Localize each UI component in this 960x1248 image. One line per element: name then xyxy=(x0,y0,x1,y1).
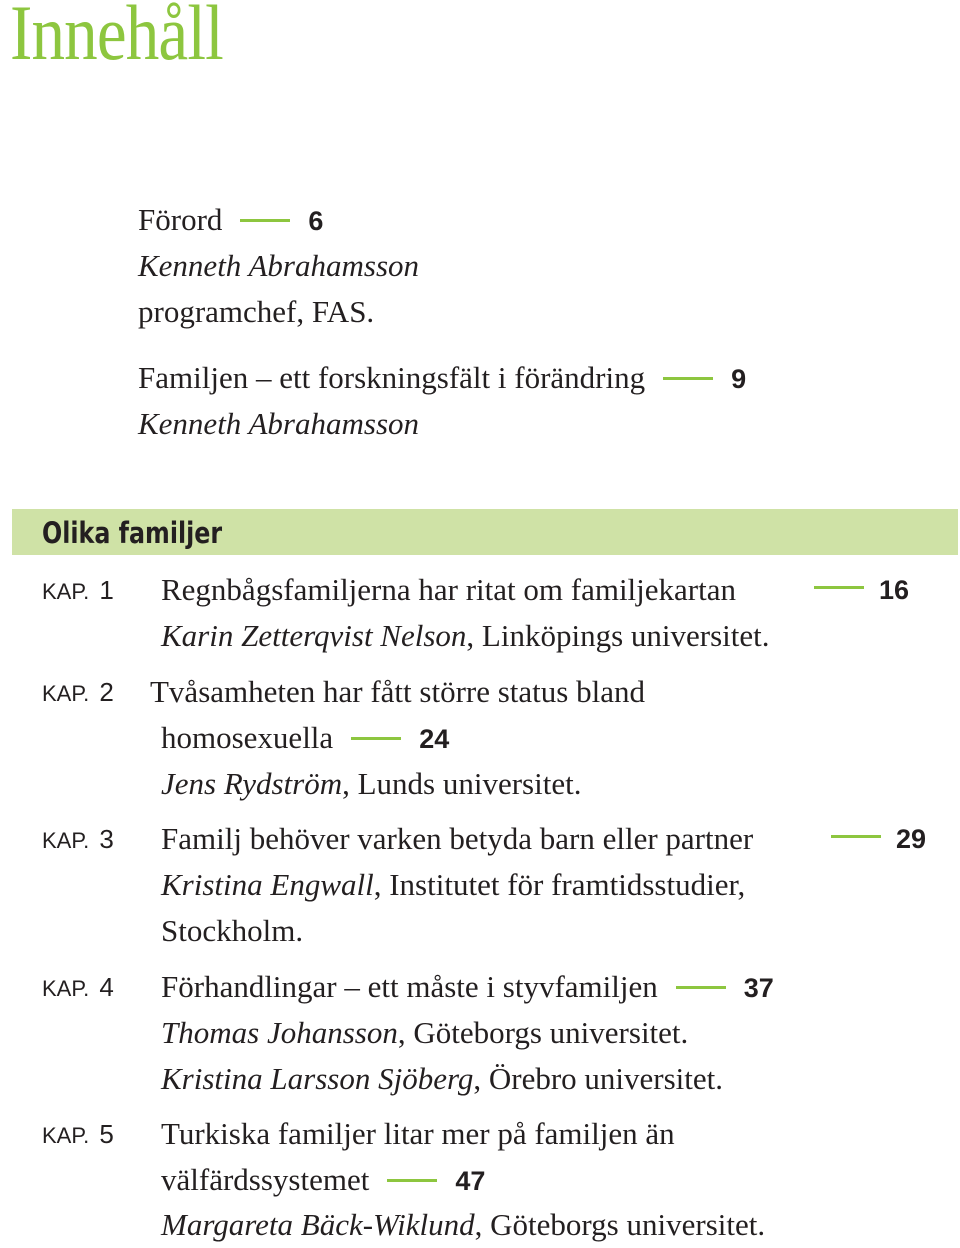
author-name: Kristina Larsson Sjöberg xyxy=(161,1061,474,1096)
kap-label: KAP. xyxy=(42,579,90,604)
author-affiliation: , Göteborgs universitet. xyxy=(397,1015,689,1050)
entry-title: Familjen – ett forskningsfält i förändring xyxy=(138,360,646,395)
author-name: Kristina Engwall xyxy=(161,867,374,902)
section-heading: Olika familjer xyxy=(42,516,223,550)
page-number: 16 xyxy=(879,575,910,605)
chapter-title-line1: Tvåsamheten har fått större status bland xyxy=(150,674,645,709)
chapter-label xyxy=(42,816,114,864)
chapter-title-with-page xyxy=(161,964,774,1011)
kap-label: KAP. xyxy=(42,828,90,853)
author-affiliation: , Linköpings universitet. xyxy=(466,618,770,653)
author-name: Karin Zetterqvist Nelson xyxy=(161,618,467,653)
entry-affiliation: programchef, FAS. xyxy=(138,294,375,329)
toc-entry-familjen xyxy=(138,355,746,402)
chapter-title-line2 xyxy=(161,715,449,762)
toc-entry-forord xyxy=(138,197,323,244)
page-number: 24 xyxy=(419,724,450,754)
author-name: Margareta Bäck-Wiklund xyxy=(161,1207,475,1242)
chapter-author xyxy=(161,1056,723,1102)
page-title: Innehåll xyxy=(10,0,223,76)
chapter-title-cont: välfärdssystemet xyxy=(161,1162,370,1197)
kap-label: KAP. xyxy=(42,1123,90,1148)
kap-label: KAP. xyxy=(42,976,90,1001)
leader-dash xyxy=(240,219,290,222)
chapter-author xyxy=(161,862,745,908)
chapter-title-cont: homosexuella xyxy=(161,720,334,755)
page-number: 29 xyxy=(896,824,927,854)
chapter-author xyxy=(161,1202,765,1248)
author-affiliation: , Göteborgs universitet. xyxy=(474,1207,766,1242)
author-affiliation: , Örebro universitet. xyxy=(473,1061,724,1096)
chapter-author xyxy=(161,761,581,807)
author-affiliation: , Lunds universitet. xyxy=(342,766,582,801)
chapter-number: 1 xyxy=(99,575,114,605)
leader-dash xyxy=(663,377,713,380)
leader-dash xyxy=(676,986,726,989)
entry-author: Kenneth Abrahamsson xyxy=(138,248,420,283)
leader-dash xyxy=(831,835,881,838)
page-number: 47 xyxy=(455,1166,486,1196)
author-affiliation: , Institutet för framtidsstudier, xyxy=(373,867,746,902)
chapter-title: Familj behöver varken betyda barn eller partner xyxy=(161,821,754,856)
chapter-number: 3 xyxy=(99,824,114,854)
chapter-label xyxy=(42,669,114,717)
chapter-title-line1: Turkiska familjer litar mer på familjen än xyxy=(161,1116,675,1151)
entry-author: Kenneth Abrahamsson xyxy=(138,406,420,441)
author-name: Jens Rydström xyxy=(161,766,343,801)
entry-title: Förord xyxy=(138,202,223,237)
chapter-number: 4 xyxy=(99,972,114,1002)
chapter-label xyxy=(42,567,114,615)
chapter-author xyxy=(161,613,770,659)
chapter-label xyxy=(42,964,114,1012)
author-affiliation: Stockholm. xyxy=(161,913,304,948)
chapter-title: Förhandlingar – ett måste i styvfamiljen xyxy=(161,969,658,1004)
leader-dash xyxy=(351,737,401,740)
page-number: 6 xyxy=(308,206,324,236)
chapter-number: 5 xyxy=(99,1119,114,1149)
chapter-author xyxy=(161,1010,688,1056)
chapter-title-line2 xyxy=(161,1157,485,1204)
leader-dash xyxy=(387,1179,437,1182)
page-number: 37 xyxy=(743,973,774,1003)
chapter-label xyxy=(42,1111,114,1159)
author-name: Thomas Johansson xyxy=(161,1015,398,1050)
leader-dash xyxy=(814,586,864,589)
chapter-number: 2 xyxy=(99,677,114,707)
kap-label: KAP. xyxy=(42,681,90,706)
chapter-title: Regnbågsfamiljerna har ritat om familjekartan xyxy=(161,572,736,607)
page-number: 9 xyxy=(731,364,747,394)
chapter-author-cont xyxy=(161,908,303,954)
